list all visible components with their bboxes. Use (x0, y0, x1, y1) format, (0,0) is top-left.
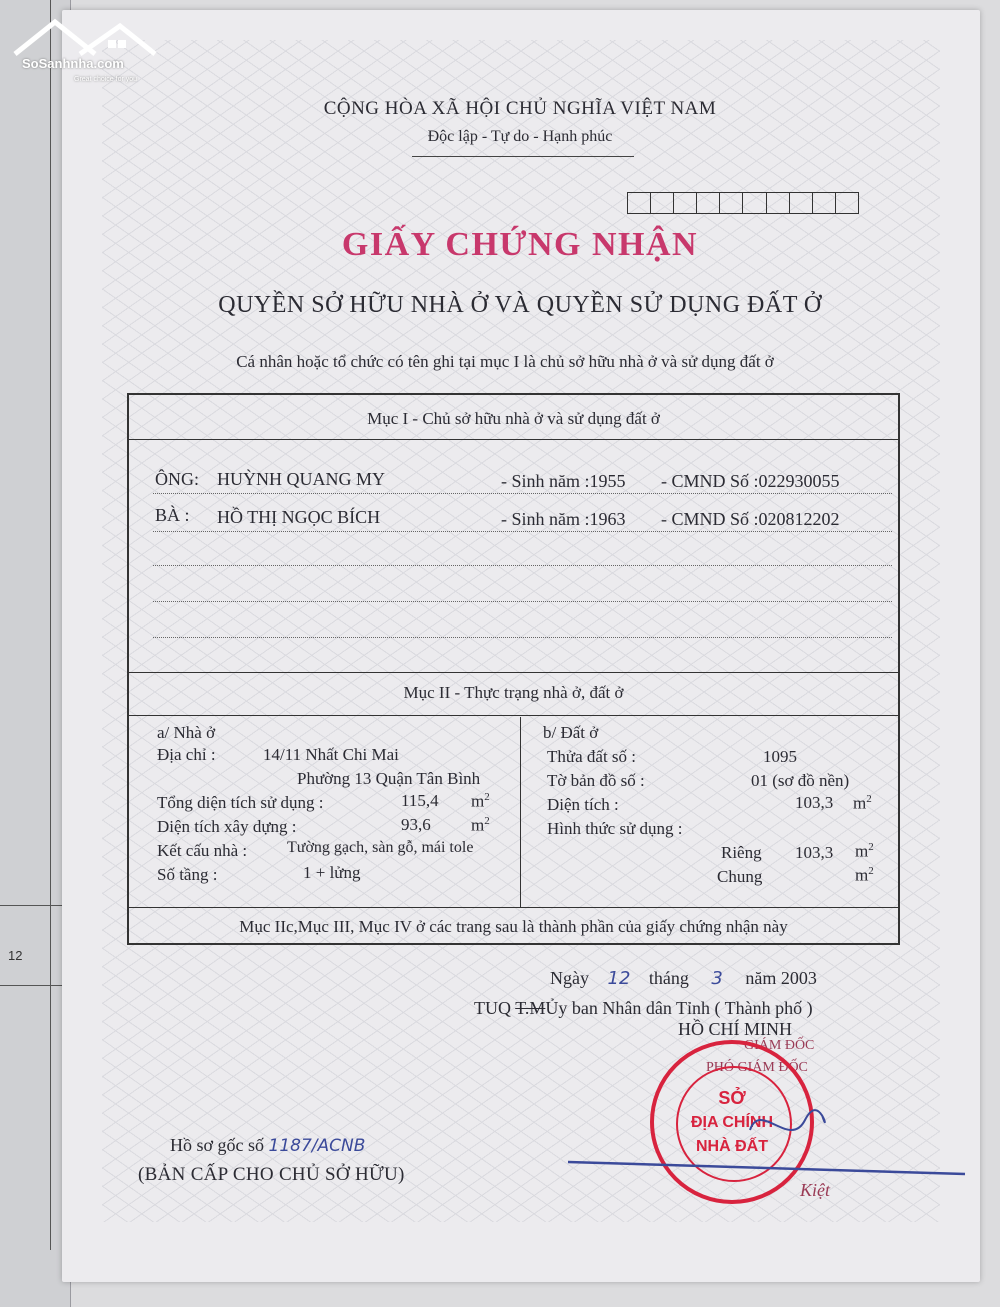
unit: m (855, 841, 869, 861)
date-month-prefix: tháng (648, 968, 689, 988)
date-month: 3 (711, 968, 723, 989)
usage-label: Hình thức sử dụng : (547, 819, 683, 838)
land-area-unit (853, 793, 872, 814)
dotted-line (153, 565, 892, 566)
shared-label: Chung (717, 867, 763, 886)
divider (129, 715, 898, 716)
private-unit (855, 841, 874, 862)
owner-2-id: - CMND Số :020812202 (661, 509, 840, 529)
owner-1-prefix: ÔNG: (155, 469, 199, 489)
issuing-authority (474, 998, 813, 1019)
total-area-value: 115,4 (401, 791, 439, 810)
back-rule (0, 905, 70, 906)
back-rule (0, 985, 70, 986)
signer-role-1: GIÁM ĐỐC (744, 1038, 815, 1053)
plot-value: 1095 (763, 747, 797, 766)
unit: m (855, 865, 869, 885)
unit-exponent: 2 (484, 791, 490, 803)
land-heading: b/ Đất ở (543, 723, 599, 742)
build-area-unit (471, 815, 490, 836)
map-value: 01 (sơ đồ nền) (751, 771, 850, 790)
national-motto: Độc lập - Tự do - Hạnh phúc (427, 128, 613, 145)
owner-1-name: HUỲNH QUANG MY (217, 469, 385, 489)
authority-city: HỒ CHÍ MINH (678, 1019, 792, 1039)
unit: m (471, 791, 485, 811)
certificate-title: GIẤY CHỨNG NHẬN (341, 226, 699, 263)
owner-2-name: HỒ THỊ NGỌC BÍCH (217, 507, 381, 527)
owner-2-birth: - Sinh năm :1963 (501, 509, 626, 529)
unit-exponent: 2 (484, 815, 490, 827)
owner-2-prefix: BÀ : (155, 505, 190, 525)
watermark-logo (10, 14, 160, 84)
build-area-label: Diện tích xây dựng : (157, 817, 297, 836)
watermark-brand: SoSanhnha.com (22, 56, 124, 71)
divider (129, 439, 898, 440)
unit-exponent: 2 (868, 841, 874, 853)
stamp-line-2: ĐỊA CHÍNH (690, 1114, 774, 1131)
unit-exponent: 2 (868, 865, 874, 877)
shared-unit (855, 865, 874, 886)
dotted-line (153, 637, 892, 638)
unit-exponent: 2 (866, 793, 872, 805)
land-area-value: 103,3 (795, 793, 834, 812)
watermark-tagline: Great choice for you (74, 76, 138, 83)
floors-label: Số tầng : (157, 865, 218, 884)
certificate-intro: Cá nhân hoặc tổ chức có tên ghi tại mục I là chủ sở hữu nhà ở và sử dụng đất ở (236, 352, 774, 371)
archive-record (170, 1135, 365, 1156)
floors-value: 1 + lửng (303, 863, 361, 882)
footer-note: Mục IIc,Mục III, Mục IV ở các trang sau là thành phần của giấy chứng nhận này (239, 917, 788, 936)
total-area-label: Tổng diện tích sử dụng : (157, 793, 324, 812)
divider (129, 907, 898, 908)
authority-name: Ủy ban Nhân dân Tỉnh ( Thành phố ) (545, 998, 813, 1018)
copy-note: (BẢN CẤP CHO CHỦ SỞ HỮU) (138, 1164, 405, 1185)
serial-number-boxes (627, 192, 859, 214)
dotted-line (153, 601, 892, 602)
column-divider (520, 717, 521, 907)
house-heading: a/ Nhà ở (157, 723, 216, 742)
unit: m (853, 793, 867, 813)
plot-label: Thửa đất số : (547, 747, 637, 766)
back-rule (50, 0, 51, 1250)
archive-number: 1187/ACNB (268, 1136, 366, 1156)
structure-label: Kết cấu nhà : (157, 841, 248, 860)
signer-role-2: PHÓ GIÁM ĐỐC (706, 1060, 808, 1075)
map-label: Tờ bản đồ số : (547, 771, 645, 790)
house-address-label: Địa chỉ : (157, 745, 216, 764)
date-year: năm 2003 (745, 968, 817, 988)
signature-icon (560, 1090, 980, 1190)
section2-heading: Mục II - Thực trạng nhà ở, đất ở (403, 683, 624, 702)
back-sheet (0, 0, 71, 1307)
date-day: 12 (607, 968, 631, 989)
private-value: 103,3 (795, 843, 834, 862)
authority-struck: T.M (515, 998, 546, 1018)
dotted-line (153, 493, 892, 494)
total-area-unit (471, 791, 490, 812)
owner-1-birth: - Sinh năm :1955 (501, 471, 626, 491)
house-address-line2: Phường 13 Quận Tân Bình (297, 769, 481, 788)
house-address-line1: 14/11 Nhất Chi Mai (263, 745, 399, 764)
issue-date (550, 968, 817, 989)
dotted-line (153, 531, 892, 532)
back-page-number: 12 (8, 948, 23, 963)
archive-label: Hồ sơ gốc số (170, 1135, 265, 1155)
structure-value: Tường gạch, sàn gỗ, mái tole (287, 839, 474, 856)
land-area-label: Diện tích : (547, 795, 619, 814)
date-prefix: Ngày (550, 968, 589, 988)
divider (129, 672, 898, 673)
stamp-line-3: NHÀ ĐẤT (696, 1138, 768, 1155)
section1-heading: Mục I - Chủ sở hữu nhà ở và sử dụng đất ở (367, 409, 660, 428)
build-area-value: 93,6 (401, 815, 431, 834)
motto-underline (412, 156, 634, 157)
certificate-subtitle: QUYỀN SỞ HỮU NHÀ Ở VÀ QUYỀN SỬ DỤNG ĐẤT Ở (218, 292, 822, 318)
unit: m (471, 815, 485, 835)
stamp-line-1: SỞ (718, 1088, 746, 1108)
private-label: Riêng (721, 843, 762, 862)
owner-1-id: - CMND Số :022930055 (661, 471, 840, 491)
signer-name-partial: Kiệt (800, 1180, 830, 1200)
authority-tuq: TUQ (474, 998, 511, 1018)
certificate-table (127, 393, 900, 945)
country-name: CỘNG HÒA XÃ HỘI CHỦ NGHĨA VIỆT NAM (323, 98, 717, 119)
